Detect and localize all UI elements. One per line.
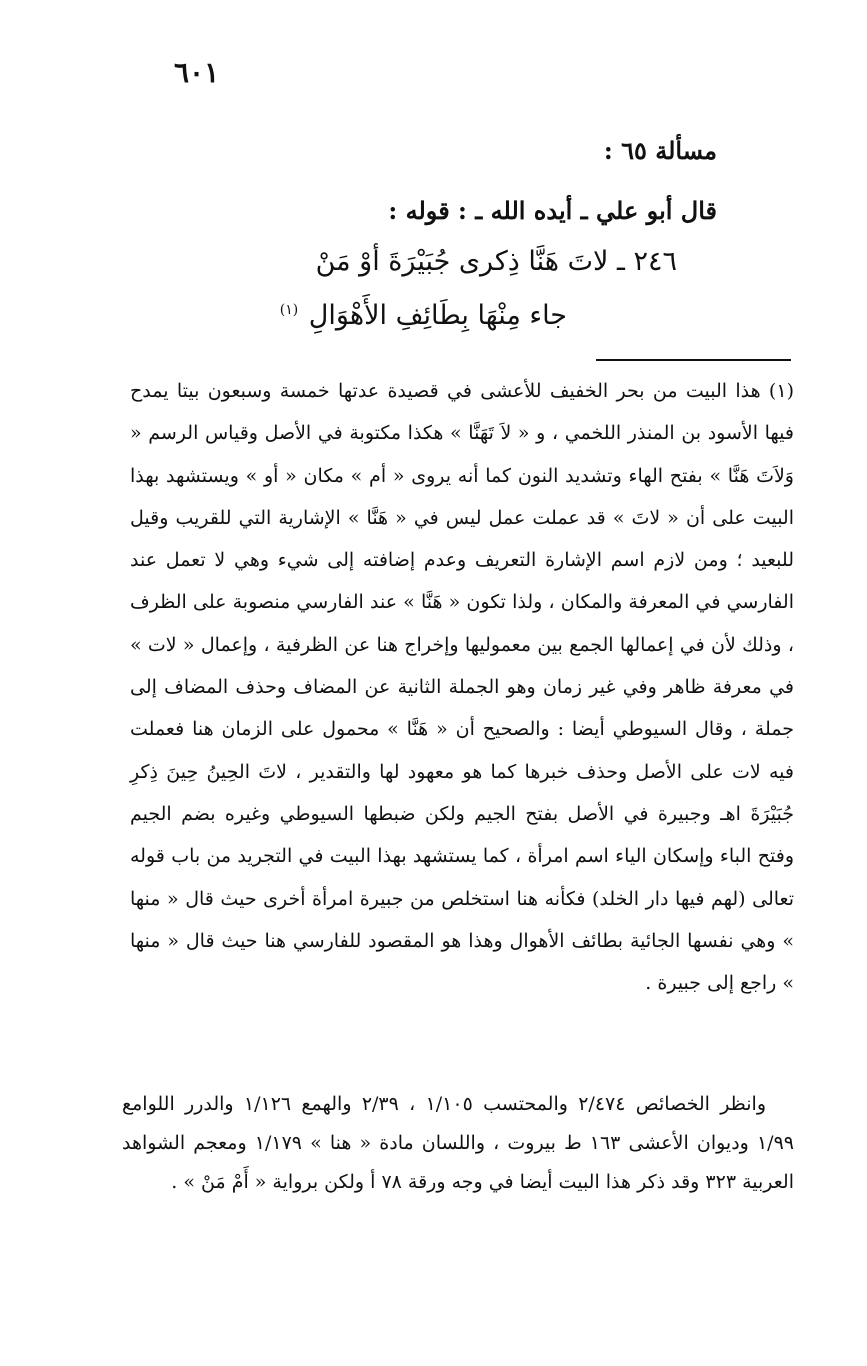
verse-first-hemistich: ٢٤٦ ـ لاتَ هَنَّا ذِكرى جُبَيْرَةَ أوْ مَنْ: [315, 246, 677, 277]
intro-line: قال أبو علي ـ أيده الله ـ : قوله :: [388, 196, 717, 225]
verse-second-hemistich: [280, 300, 567, 331]
question-title: مسألة ٦٥ :: [603, 136, 717, 165]
footnote-marker: (١): [279, 302, 299, 318]
footnote: [130, 370, 794, 1004]
references: [122, 1085, 794, 1202]
footnote-paragraph: (١) هذا البيت من بحر الخفيف للأعشى في قصيدة عدتها خمسة وسبعون بيتا يمدح فيها الأسود بن المنذر اللخمي ، و « لاَ تَهَنَّا » هكذا مكتوبة في الأصل وقياس الرسم « وَلاَتَ هَنَّا » بفتح الهاء وتشديد النون كما أنه يروى « أم » مكان « أو » ويستشهد بهذا البيت على أن « لاتَ » قد عملت عمل ليس في « هَنَّا » الإشارية التي للقريب وقيل للبعيد ؛ ومن لازم اسم الإشارة التعريف وعدم إضافته إلى شيء وهي لا تعمل عند الفارسي في المعرفة والمكان ، ولذا تكون « هَنَّا » عند الفارسي منصوبة على الظرف ، وذلك لأن في إعمالها الجمع بين معموليها وإخراج هنا عن الظرفية ، وإعمال « لات » في معرفة ظاهر وفي غير زمان وهو الجملة الثانية عن المضاف وحذف المضاف إلى جملة ، وقال السيوطي أيضا : والصحيح أن « هَنَّا » محمول على الزمان هنا فعملت فيه لات على الأصل وحذف خبرها كما هو معهود لها والتقدير ، لاتَ الحِينُ حِينَ ذِكرِ جُبَيْرَةَ اهـ وجبيرة في الأصل بفتح الجيم ولكن ضبطها السيوطي وغيره بضم الجيم وفتح الباء وإسكان الياء اسم امرأة ، كما يستشهد بهذا البيت في التجريد من باب قوله تعالى (لهم فيها دار الخلد) فكأنه هنا استخلص من جبيرة امرأة أخرى حيث قال « منها » وهي نفسها الجائية بطائف الأهوال وهذا هو المقصود للفارسي هنا حيث قال « منها » راجع إلى جبيرة .: [130, 380, 794, 995]
page-number: ٦٠١: [174, 56, 220, 89]
footnote-divider: [596, 359, 791, 361]
verse-second-hemistich-text: جاء مِنْهَا بِطَائِفِ الأَهْوَالِ: [308, 300, 567, 331]
references-paragraph: وانظر الخصائص ٢/٤٧٤ والمحتسب ١/١٠٥ ، ٢/٣٩ والهمع ١/١٢٦ والدرر اللوامع ١/٩٩ وديوان الأعشى ١٦٣ ط بيروت ، واللسان مادة « هنا » ١/١٧٩ ومعجم الشواهد العربية ٣٢٣ وقد ذكر هذا البيت أيضا في وجه ورقة ٧٨ أ ولكن برواية « أَمْ مَنْ » .: [122, 1093, 794, 1193]
